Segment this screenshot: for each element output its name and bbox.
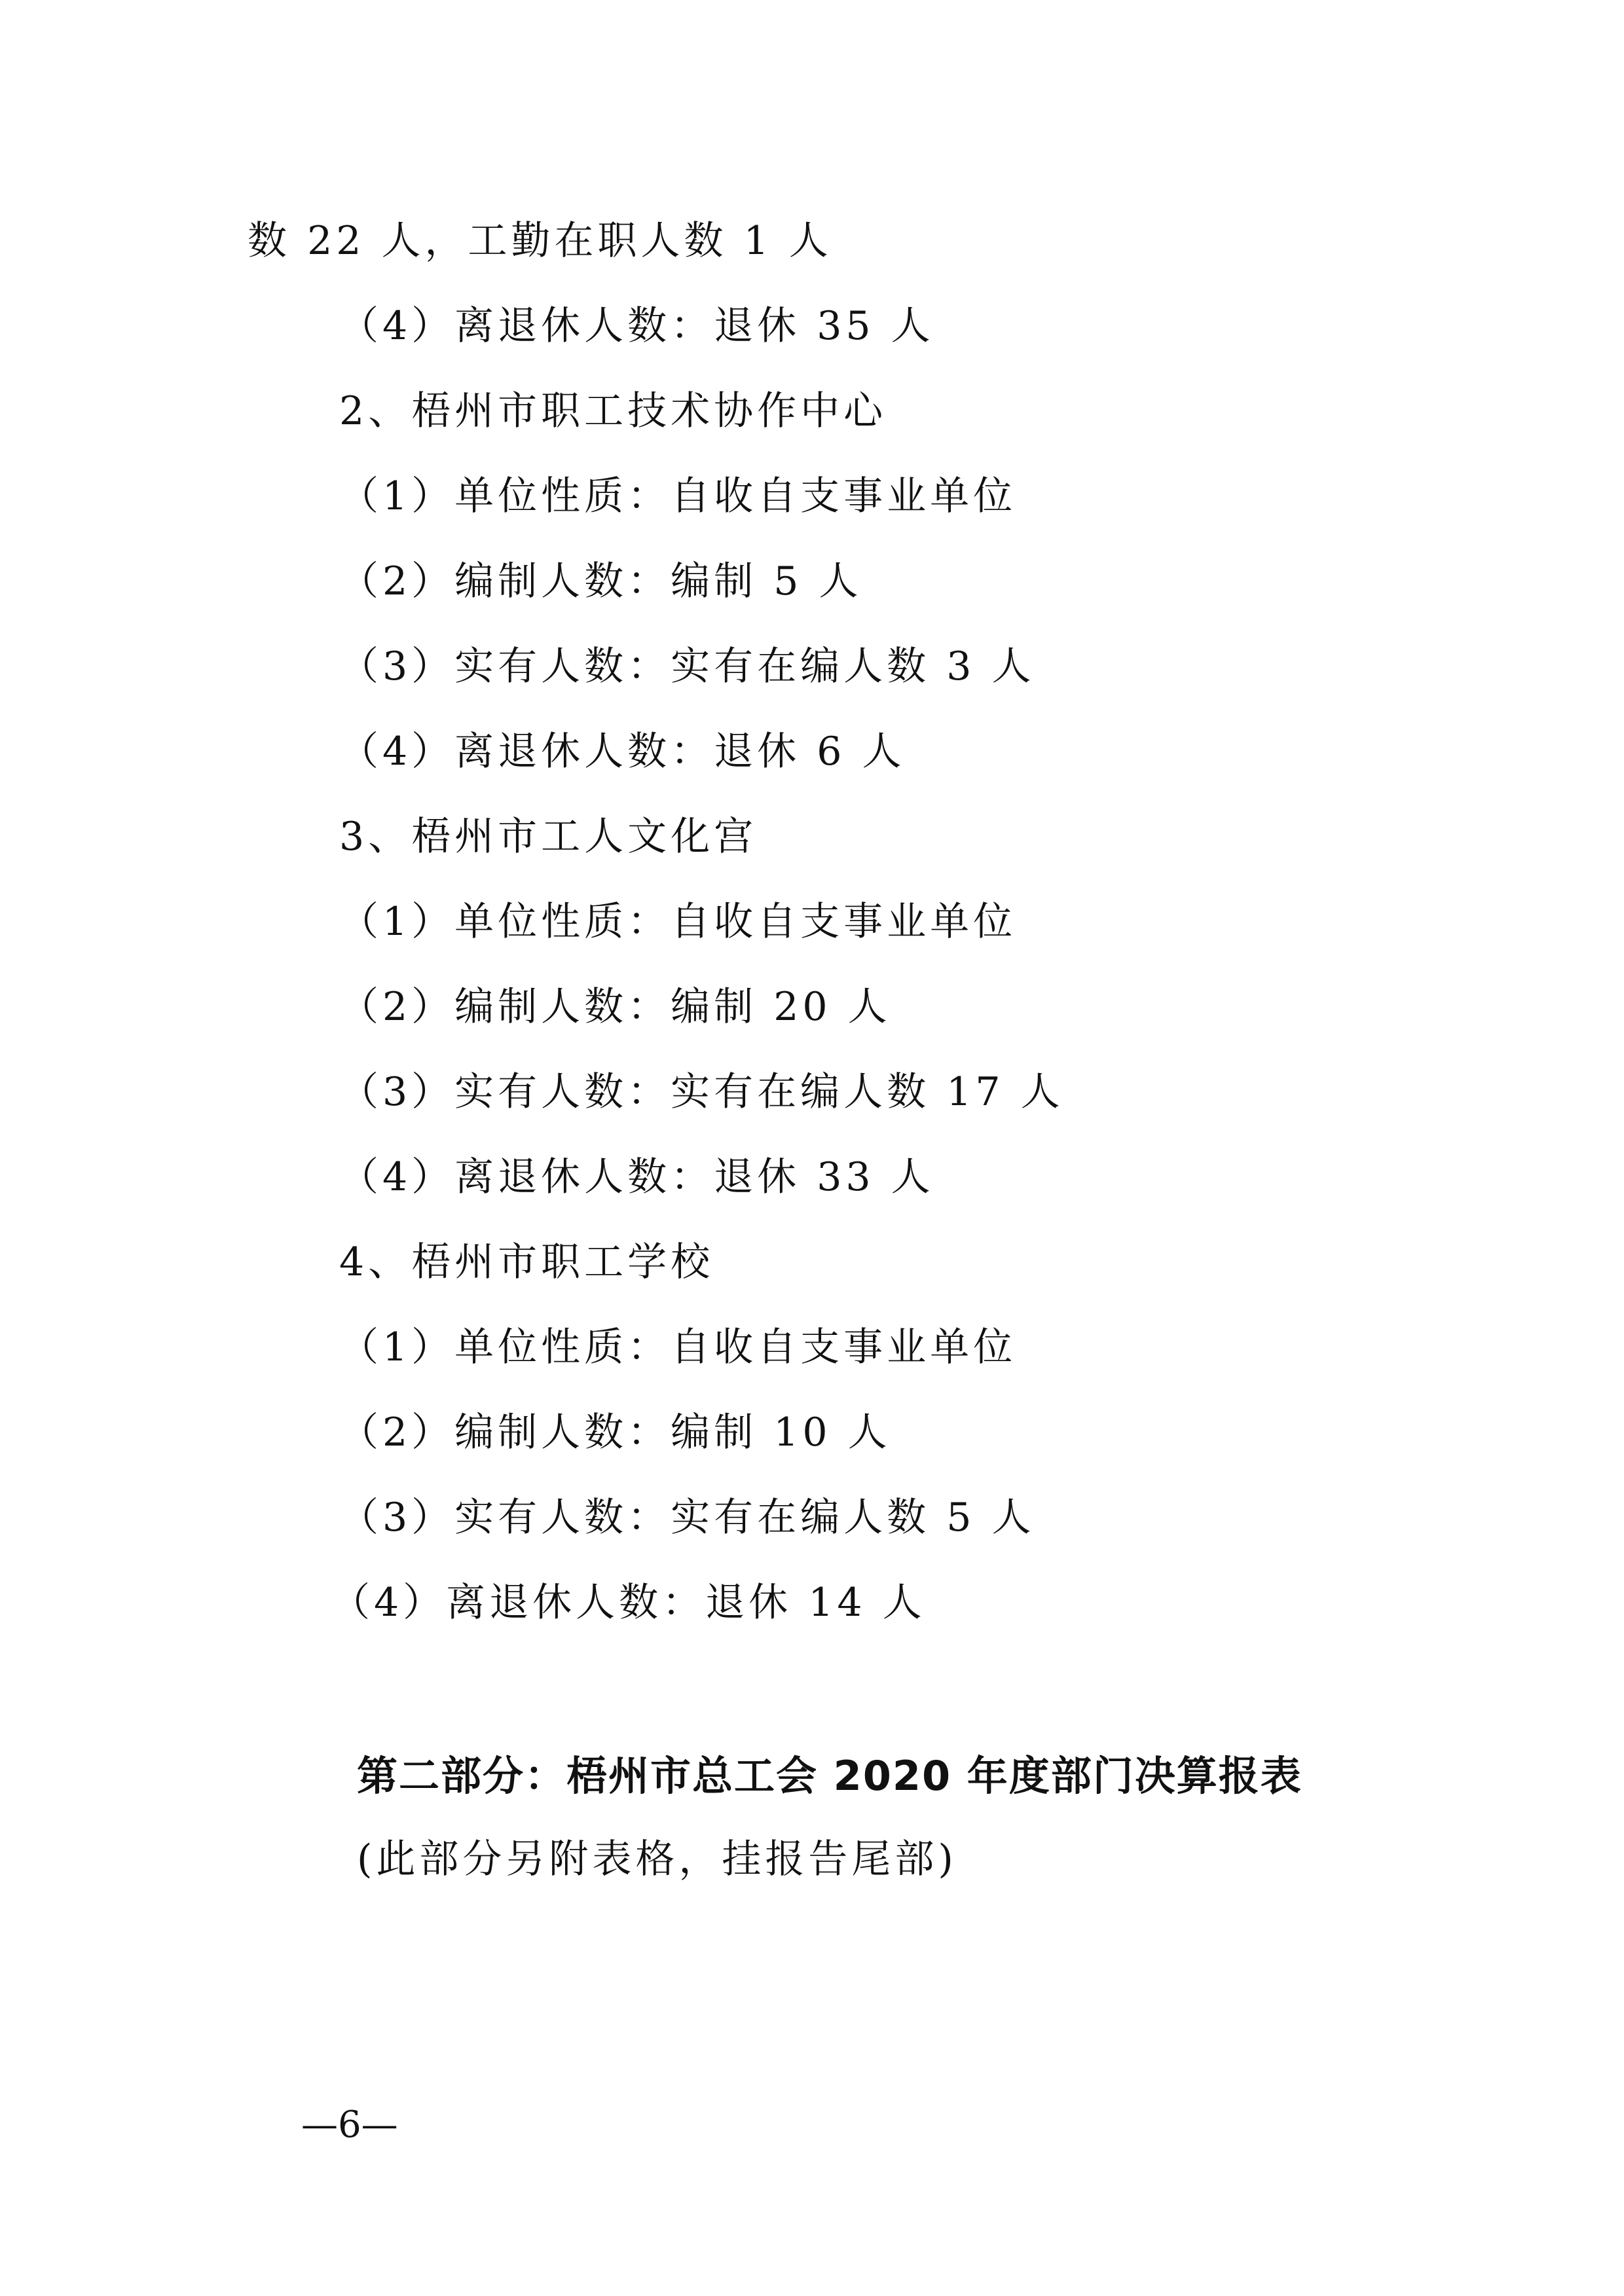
body-line-12: （4）离退休人数：退休 33 人 <box>339 1154 934 1200</box>
body-line-17: （4）离退休人数：退休 14 人 <box>331 1580 926 1626</box>
body-line-16: （3）实有人数：实有在编人数 5 人 <box>339 1495 1035 1540</box>
section-heading: 第二部分：梧州市总工会 2020 年度部门决算报表 <box>357 1752 1302 1800</box>
body-line-11: （3）实有人数：实有在编人数 17 人 <box>339 1069 1064 1115</box>
body-line-7: （4）离退休人数：退休 6 人 <box>339 729 906 774</box>
body-line-9: （1）单位性质：自收自支事业单位 <box>339 899 1017 945</box>
unit-heading-3: 3、梧州市工人文化宫 <box>339 814 758 860</box>
body-line-4: （1）单位性质：自收自支事业单位 <box>339 473 1017 519</box>
body-line-6: （3）实有人数：实有在编人数 3 人 <box>339 644 1035 689</box>
section-note: (此部分另附表格，挂报告尾部) <box>357 1836 957 1882</box>
body-line-14: （1）单位性质：自收自支事业单位 <box>339 1324 1017 1370</box>
unit-heading-2: 2、梧州市职工技术协作中心 <box>339 388 887 434</box>
body-line-2: （4）离退休人数：退休 35 人 <box>339 303 934 349</box>
page-number: —6— <box>301 2104 398 2146</box>
unit-heading-4: 4、梧州市职工学校 <box>339 1239 714 1285</box>
body-line-10: （2）编制人数：编制 20 人 <box>339 984 891 1030</box>
body-line-1: 数 22 人，工勤在职人数 1 人 <box>248 218 832 264</box>
body-line-15: （2）编制人数：编制 10 人 <box>339 1410 891 1455</box>
body-line-5: （2）编制人数：编制 5 人 <box>339 558 862 604</box>
